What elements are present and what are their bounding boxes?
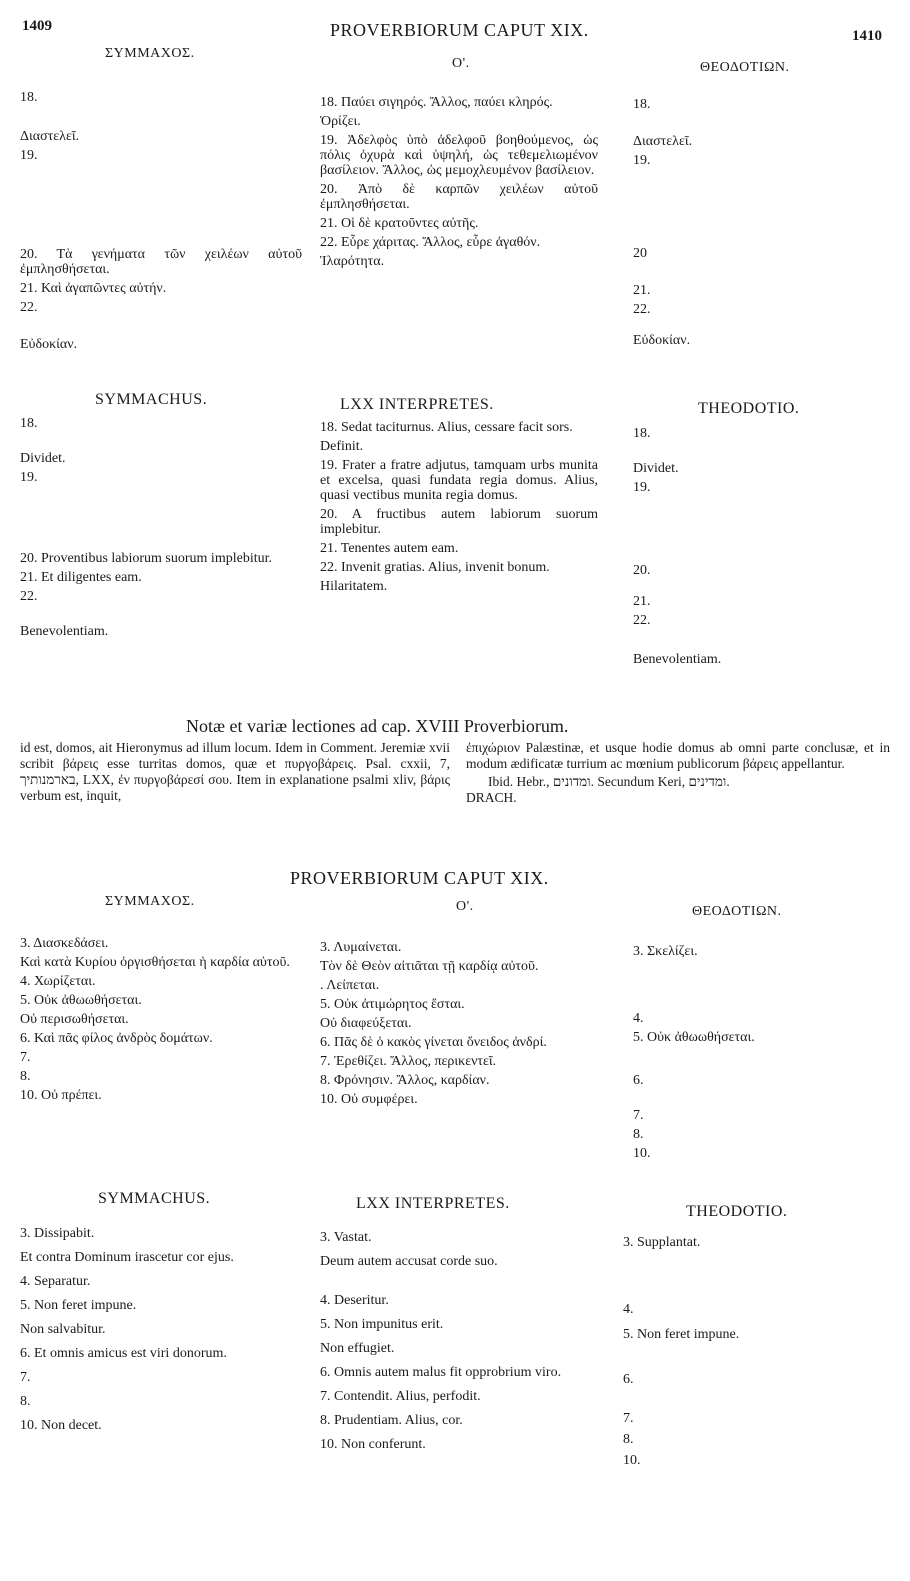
entry: 3. Λυμαίνεται.: [320, 940, 402, 955]
entry: 5. Non feret impune.: [623, 1327, 740, 1342]
entry: 4. Χωρίζεται.: [20, 974, 96, 989]
latin-header-lxx: LXX INTERPRETES.: [340, 396, 494, 413]
entry: 19.: [20, 470, 38, 485]
sec2-latin-left: [20, 1226, 302, 1442]
entry: 5. Non feret impune.: [20, 1298, 137, 1313]
entry: 18. Sedat taciturnus. Alius, cessare facit sors.: [320, 420, 573, 435]
entry: Non effugiet.: [320, 1341, 395, 1356]
sec1-latin-left: [20, 416, 302, 643]
entry: 21.: [633, 594, 651, 609]
entry: 18.: [20, 90, 38, 105]
entry: 4.: [623, 1302, 634, 1317]
entry: 8.: [20, 1394, 31, 1409]
sec2-latin-right: [623, 1235, 863, 1472]
entry: 22.: [633, 302, 651, 317]
greek-header-symmachus: ΣΥΜΜΑΧΟΣ.: [105, 46, 195, 61]
entry: Non salvabitur.: [20, 1322, 106, 1337]
entry: 4. Separatur.: [20, 1274, 91, 1289]
entry: Ἱλαρότητα.: [320, 254, 385, 269]
entry: 8.: [633, 1127, 644, 1142]
entry: 20.: [633, 563, 651, 578]
entry: . Λείπεται.: [320, 978, 380, 993]
latin-header-theodotio-2: THEODOTIO.: [686, 1203, 788, 1220]
latin-header-lxx-2: LXX INTERPRETES.: [356, 1195, 510, 1212]
entry: Διαστελεῖ.: [20, 129, 80, 144]
entry: 18.: [20, 416, 38, 431]
greek-header-symmachus-2: ΣΥΜΜΑΧΟΣ.: [105, 894, 195, 909]
entry: 10. Οὐ πρέπει.: [20, 1088, 102, 1103]
entry: Deum autem accusat corde suo.: [320, 1254, 498, 1269]
page-number-left: 1409: [22, 18, 52, 34]
sec2-greek-right: [633, 944, 783, 1165]
sec2-latin-mid: [320, 1230, 598, 1461]
entry: 20. Proventibus labiorum suorum implebitur.: [20, 551, 272, 566]
note-text: Ibid. Hebr., ומדונים. Secundum Keri, ומדינים.: [488, 774, 730, 789]
entry: 6. Πᾶς δὲ ὁ κακὸς γίνεται ὄνειδος ἀνδρί.: [320, 1035, 547, 1050]
note-text: ἐπιχώριον Palæstinæ, et usque hodie domus ab omni parte conclusæ, et in modum ædificatæ turrium ac mœnium publicorum βάρεις appellantur.: [466, 740, 890, 771]
entry: Benevolentiam.: [633, 652, 722, 667]
entry: 20. A fructibus autem labiorum suorum implebitur.: [320, 507, 598, 537]
entry: Definit.: [320, 439, 364, 454]
running-title: PROVERBIORUM CAPUT XIX.: [330, 20, 589, 40]
notes-title: Notæ et variæ lectiones ad cap. XVIII Proverbiorum.: [186, 716, 569, 736]
entry: 5. Οὐκ ἀθωωθήσεται.: [633, 1030, 755, 1045]
entry: 7.: [20, 1370, 31, 1385]
greek-header-theodotion: ΘΕΟΔΟΤΙΩΝ.: [700, 60, 790, 75]
sec1-greek-left: [20, 90, 302, 356]
entry: 22. Invenit gratias. Alius, invenit bonum.: [320, 560, 550, 575]
entry: 3. Διασκεδάσει.: [20, 936, 109, 951]
latin-header-theodotio: THEODOTIO.: [698, 400, 800, 417]
sec1-latin-mid: [320, 420, 598, 598]
entry: 7.: [20, 1050, 31, 1065]
sec1-greek-right: [633, 97, 783, 352]
entry: 21. Et diligentes eam.: [20, 570, 142, 585]
entry: 7. Ἐρεθίζει. Ἄλλος, περικεντεῖ.: [320, 1054, 497, 1069]
entry: Et contra Dominum irascetur cor ejus.: [20, 1250, 234, 1265]
entry: Καὶ κατὰ Κυρίου ὀργισθήσεται ἡ καρδία αὐτοῦ.: [20, 955, 290, 970]
note-signature: DRACH.: [466, 790, 517, 805]
entry: Τὸν δὲ Θεὸν αἰτιᾶται τῇ καρδίᾳ αὐτοῦ.: [320, 959, 539, 974]
latin-header-symmachus: SYMMACHUS.: [95, 391, 208, 408]
entry: 10. Non decet.: [20, 1418, 102, 1433]
entry: 18. Παύει σιγηρός. Ἄλλος, παύει κληρός.: [320, 95, 553, 110]
greek-header-theodotion-2: ΘΕΟΔΟΤΙΩΝ.: [692, 904, 782, 919]
entry: 10.: [623, 1453, 641, 1468]
entry: 19. Ἀδελφὸς ὑπὸ ἀδελφοῦ βοηθούμενος, ὡς πόλις ὀχυρὰ καὶ ὑψηλή, ὡς τεθεμελιωμένον βασίλειον. Ἄλλος, ὡς μεμοχλευμένον βασίλειον.: [320, 133, 598, 178]
entry: Διαστελεῖ.: [633, 134, 693, 149]
notes-left: id est, domos, ait Hieronymus ad illum locum. Idem in Comment. Jeremiæ xvii scribit βάρεις esse turritas domos, quæ et πυργοβάρεις. Psal. cxxii, 7, בארמנותיך, LXX, ἐν πυργοβάρεσί σου. Item in explanatione psalmi xliv, βάρις verbum est, inquit,: [20, 740, 450, 803]
entry: Dividet.: [633, 461, 679, 476]
entry: 19. Frater a fratre adjutus, tamquam urbs munita et excelsa, quasi fundata regia domus. Alius, quasi vectibus munita regia domus.: [320, 458, 598, 503]
entry: Οὐ περισωθήσεται.: [20, 1012, 129, 1027]
entry: 6.: [633, 1073, 644, 1088]
entry: 22.: [20, 300, 38, 315]
entry: 21. Tenentes autem eam.: [320, 541, 459, 556]
entry: 18.: [633, 97, 651, 112]
entry: 8.: [20, 1069, 31, 1084]
entry: 20: [633, 246, 647, 261]
entry: 6. Καὶ πᾶς φίλος ἀνδρὸς δομάτων.: [20, 1031, 213, 1046]
entry: 6. Et omnis amicus est viri donorum.: [20, 1346, 227, 1361]
entry: 8. Φρόνησιν. Ἄλλος, καρδίαν.: [320, 1073, 490, 1088]
entry: Hilaritatem.: [320, 579, 388, 594]
entry: 7.: [633, 1108, 644, 1123]
entry: 6.: [623, 1372, 634, 1387]
greek-header-lxx-2: Ο'.: [456, 899, 474, 914]
entry: 22. Εὗρε χάριτας. Ἄλλος, εὗρε ἀγαθόν.: [320, 235, 541, 250]
entry: Benevolentiam.: [20, 624, 109, 639]
entry: 3. Supplantat.: [623, 1235, 701, 1250]
entry: 3. Vastat.: [320, 1230, 372, 1245]
entry: 19.: [20, 148, 38, 163]
greek-header-lxx: Ο'.: [452, 56, 470, 71]
entry: Εὐδοκίαν.: [20, 337, 78, 352]
entry: 22.: [633, 613, 651, 628]
entry: Dividet.: [20, 451, 66, 466]
entry: 19.: [633, 480, 651, 495]
entry: 4.: [633, 1011, 644, 1026]
entry: 19.: [633, 153, 651, 168]
entry: 20. Τὰ γενήματα τῶν χειλέων αὐτοῦ ἐμπλησθήσεται.: [20, 247, 302, 277]
entry: Εὐδοκίαν.: [633, 333, 691, 348]
entry: 10.: [633, 1146, 651, 1161]
page-number-right: 1410: [852, 28, 882, 44]
entry: 5. Οὐκ ἀτιμώρητος ἔσται.: [320, 997, 465, 1012]
entry: 5. Non impunitus erit.: [320, 1317, 444, 1332]
entry: 6. Omnis autem malus fit opprobrium viro.: [320, 1365, 562, 1380]
notes-right: [466, 740, 890, 806]
entry: 20. Ἀπὸ δὲ καρπῶν χειλέων αὐτοῦ ἐμπλησθήσεται.: [320, 182, 598, 212]
entry: 3. Dissipabit.: [20, 1226, 95, 1241]
entry: 10. Οὐ συμφέρει.: [320, 1092, 418, 1107]
entry: 8.: [623, 1432, 634, 1447]
entry: 8. Prudentiam. Alius, cor.: [320, 1413, 463, 1428]
entry: 21.: [633, 283, 651, 298]
entry: Ὁρίζει.: [320, 114, 361, 129]
entry: 21. Οἱ δὲ κρατοῦντες αὐτῆς.: [320, 216, 479, 231]
entry: Οὐ διαφεύξεται.: [320, 1016, 412, 1031]
entry: 10. Non conferunt.: [320, 1437, 426, 1452]
entry: 5. Οὐκ ἀθωωθήσεται.: [20, 993, 142, 1008]
entry: 7.: [623, 1411, 634, 1426]
latin-header-symmachus-2: SYMMACHUS.: [98, 1190, 211, 1207]
entry: 3. Σκελίζει.: [633, 944, 698, 959]
entry: 21. Καὶ ἀγαπῶντες αὐτήν.: [20, 281, 167, 296]
entry: 18.: [633, 426, 651, 441]
sec1-latin-right: [633, 426, 783, 671]
sec1-greek-mid: [320, 95, 598, 273]
entry: 4. Deseritur.: [320, 1293, 389, 1308]
sec2-greek-left: [20, 936, 302, 1107]
running-title-2: PROVERBIORUM CAPUT XIX.: [290, 868, 549, 888]
sec2-greek-mid: [320, 940, 598, 1111]
entry: 22.: [20, 589, 38, 604]
entry: 7. Contendit. Alius, perfodit.: [320, 1389, 481, 1404]
